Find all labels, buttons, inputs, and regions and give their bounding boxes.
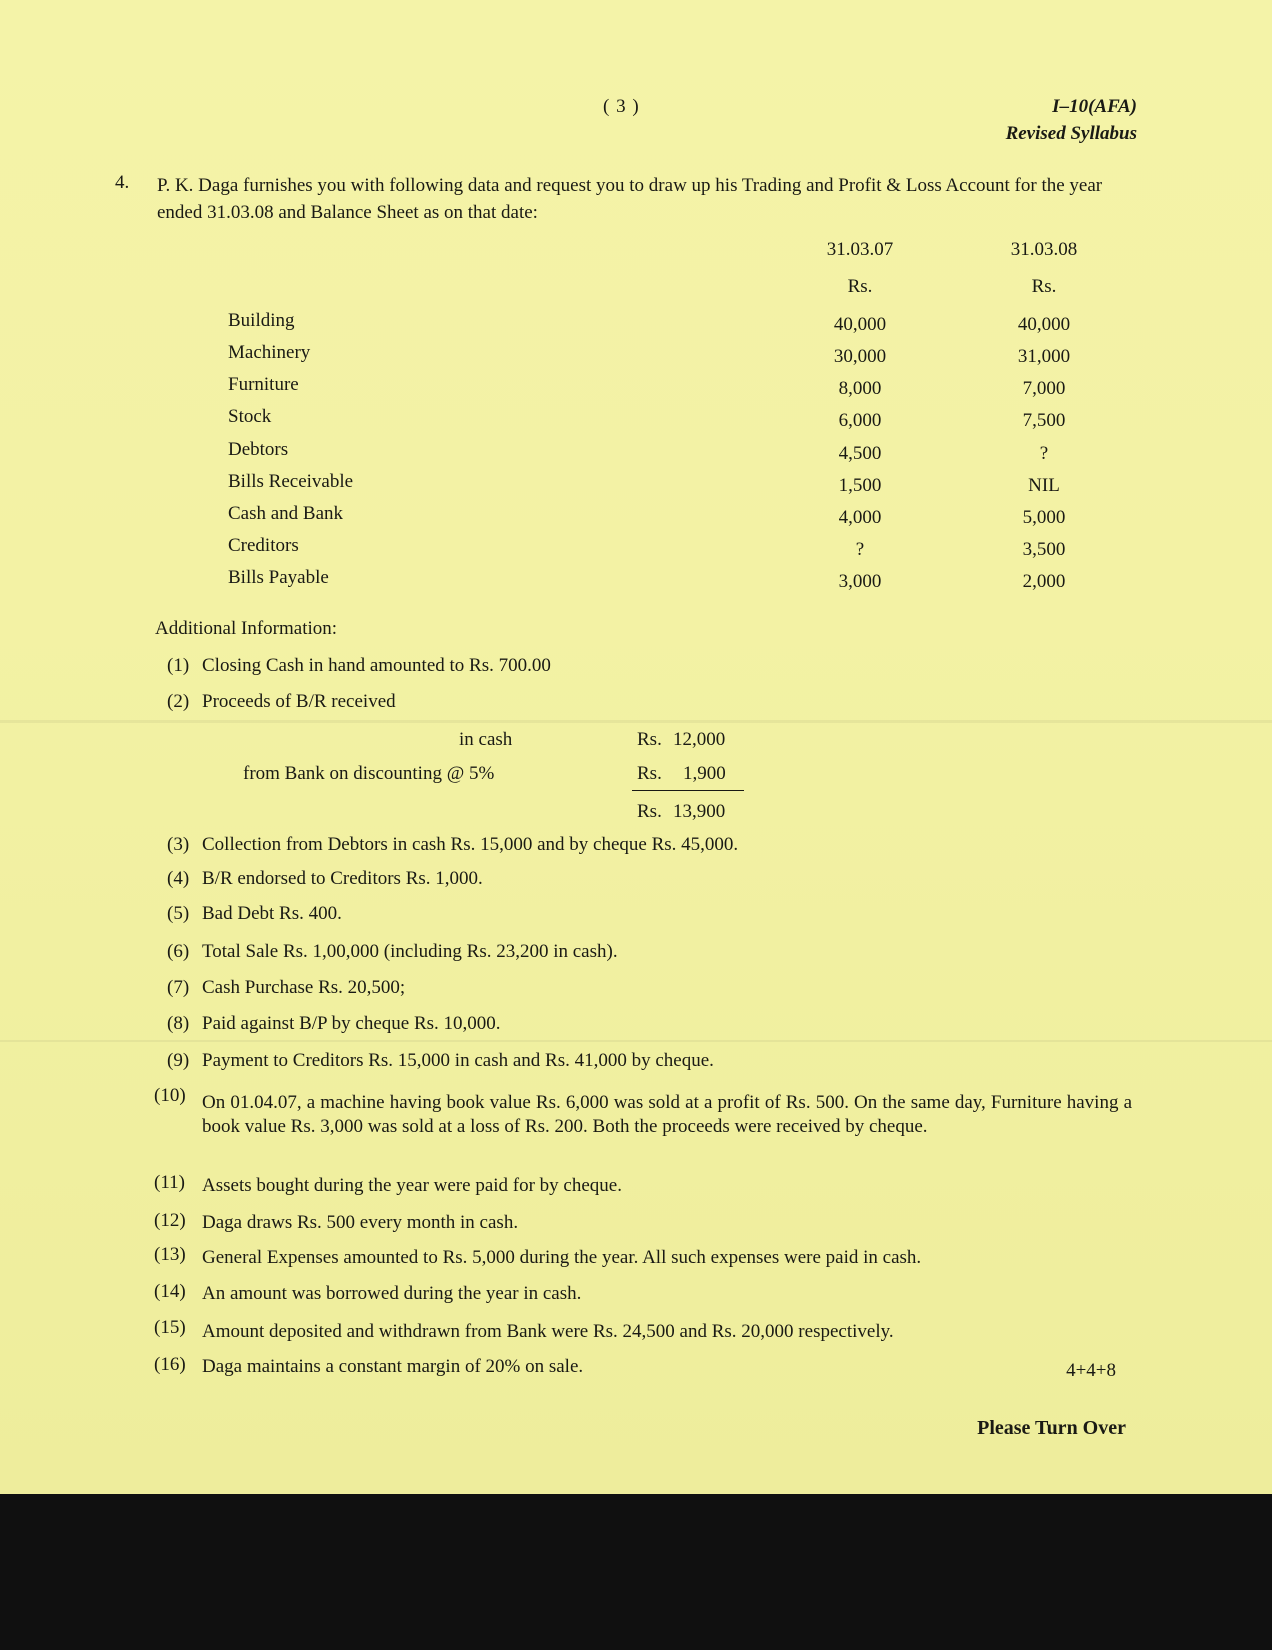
item-number: (5) [167, 903, 190, 924]
row-value-2007: 4,000 [838, 507, 882, 528]
item-text: Daga draws Rs. 500 every month in cash. [202, 1212, 519, 1233]
br-line-amount: 12,000 [673, 729, 726, 750]
paper-code: I–10(AFA) [1052, 96, 1137, 117]
row-value-2008: 2,000 [1022, 571, 1066, 592]
item-text: Daga maintains a constant margin of 20% on sale. [202, 1356, 584, 1377]
paper-crease [0, 1040, 1272, 1042]
row-label: Machinery [228, 342, 311, 363]
row-label: Debtors [228, 439, 289, 460]
item-number: (7) [167, 977, 190, 998]
row-value-2007: 6,000 [838, 410, 882, 431]
column-unit-2: Rs. [1031, 276, 1057, 297]
item-number: (12) [154, 1210, 186, 1231]
item-text: Paid against B/P by cheque Rs. 10,000. [202, 1013, 501, 1034]
page-number: ( 3 ) [603, 96, 640, 117]
item-number: (6) [167, 941, 190, 962]
row-value-2008: 40,000 [1017, 314, 1071, 335]
marks-allocation: 4+4+8 [1066, 1360, 1116, 1381]
row-value-2008: NIL [1028, 475, 1060, 496]
row-value-2007: ? [855, 539, 865, 560]
item-number: (10) [154, 1085, 186, 1106]
item-text: Payment to Creditors Rs. 15,000 in cash and Rs. 41,000 by cheque. [202, 1050, 714, 1071]
scan-background [0, 1494, 1272, 1650]
row-value-2007: 40,000 [833, 314, 887, 335]
question-number: 4. [115, 172, 130, 193]
item-text: General Expenses amounted to Rs. 5,000 during the year. All such expenses were paid in cash. [202, 1247, 922, 1268]
item-text: An amount was borrowed during the year in cash. [202, 1283, 582, 1304]
additional-info-heading: Additional Information: [155, 618, 338, 639]
item-text: B/R endorsed to Creditors Rs. 1,000. [202, 868, 483, 889]
item-number: (1) [167, 655, 190, 676]
row-value-2007: 30,000 [833, 346, 887, 367]
item-text: Collection from Debtors in cash Rs. 15,000 and by cheque Rs. 45,000. [202, 834, 739, 855]
item-text: Cash Purchase Rs. 20,500; [202, 977, 406, 998]
item-number: (3) [167, 834, 190, 855]
row-value-2007: 1,500 [838, 475, 882, 496]
br-line-currency: Rs. [637, 729, 662, 750]
row-label: Stock [228, 406, 272, 427]
item-text: Bad Debt Rs. 400. [202, 903, 342, 924]
br-line-currency: Rs. [637, 763, 662, 784]
row-value-2008: 5,000 [1022, 507, 1066, 528]
row-value-2008: 7,000 [1022, 378, 1066, 399]
item-text: Assets bought during the year were paid for by cheque. [202, 1175, 622, 1196]
paper-crease [0, 720, 1272, 723]
syllabus-label: Revised Syllabus [1005, 123, 1137, 144]
br-line-amount: 1,900 [683, 763, 726, 784]
question-text: P. K. Daga furnishes you with following data and request you to draw up his Trading and Profit & Loss Account for the year ended 31.03.08 and Balance Sheet as on that date: [157, 175, 1103, 223]
item-number: (4) [167, 868, 190, 889]
row-label: Bills Payable [228, 567, 329, 588]
row-value-2008: ? [1039, 443, 1049, 464]
row-label: Bills Receivable [228, 471, 354, 492]
row-label: Building [228, 310, 295, 331]
column-date-2: 31.03.08 [1010, 239, 1078, 260]
item-number: (8) [167, 1013, 190, 1034]
item-text: On 01.04.07, a machine having book value Rs. 6,000 was sold at a profit of Rs. 500. On the same day, Furniture having a book value Rs. 3,000 was sold at a loss of Rs. 200. Both the proceeds were received by cheque. [202, 1092, 1132, 1137]
column-date-1: 31.03.07 [826, 239, 894, 260]
br-line-amount: 13,900 [673, 801, 726, 822]
item-text: Proceeds of B/R received [202, 691, 396, 712]
row-value-2007: 8,000 [838, 378, 882, 399]
item-number: (14) [154, 1281, 186, 1302]
row-value-2008: 31,000 [1017, 346, 1071, 367]
br-line-label: from Bank on discounting @ 5% [243, 763, 495, 784]
row-value-2007: 3,000 [838, 571, 882, 592]
item-text: Total Sale Rs. 1,00,000 (including Rs. 23,200 in cash). [202, 941, 618, 962]
item-text: Amount deposited and withdrawn from Bank were Rs. 24,500 and Rs. 20,000 respectively. [202, 1321, 894, 1342]
column-unit-1: Rs. [847, 276, 873, 297]
row-label: Creditors [228, 535, 299, 556]
item-number: (11) [154, 1172, 185, 1193]
row-value-2008: 7,500 [1022, 410, 1066, 431]
item-text: Closing Cash in hand amounted to Rs. 700.00 [202, 655, 551, 676]
row-value-2008: 3,500 [1022, 539, 1066, 560]
item-number: (13) [154, 1244, 186, 1265]
item-number: (2) [167, 691, 190, 712]
please-turn-over: Please Turn Over [977, 1417, 1126, 1439]
br-line-currency: Rs. [637, 801, 662, 822]
item-number: (9) [167, 1050, 190, 1071]
item-number: (16) [154, 1354, 186, 1375]
sum-rule [632, 790, 744, 791]
row-label: Cash and Bank [228, 503, 344, 524]
row-label: Furniture [228, 374, 299, 395]
item-number: (15) [154, 1317, 186, 1338]
row-value-2007: 4,500 [838, 443, 882, 464]
br-line-label: in cash [459, 729, 513, 750]
